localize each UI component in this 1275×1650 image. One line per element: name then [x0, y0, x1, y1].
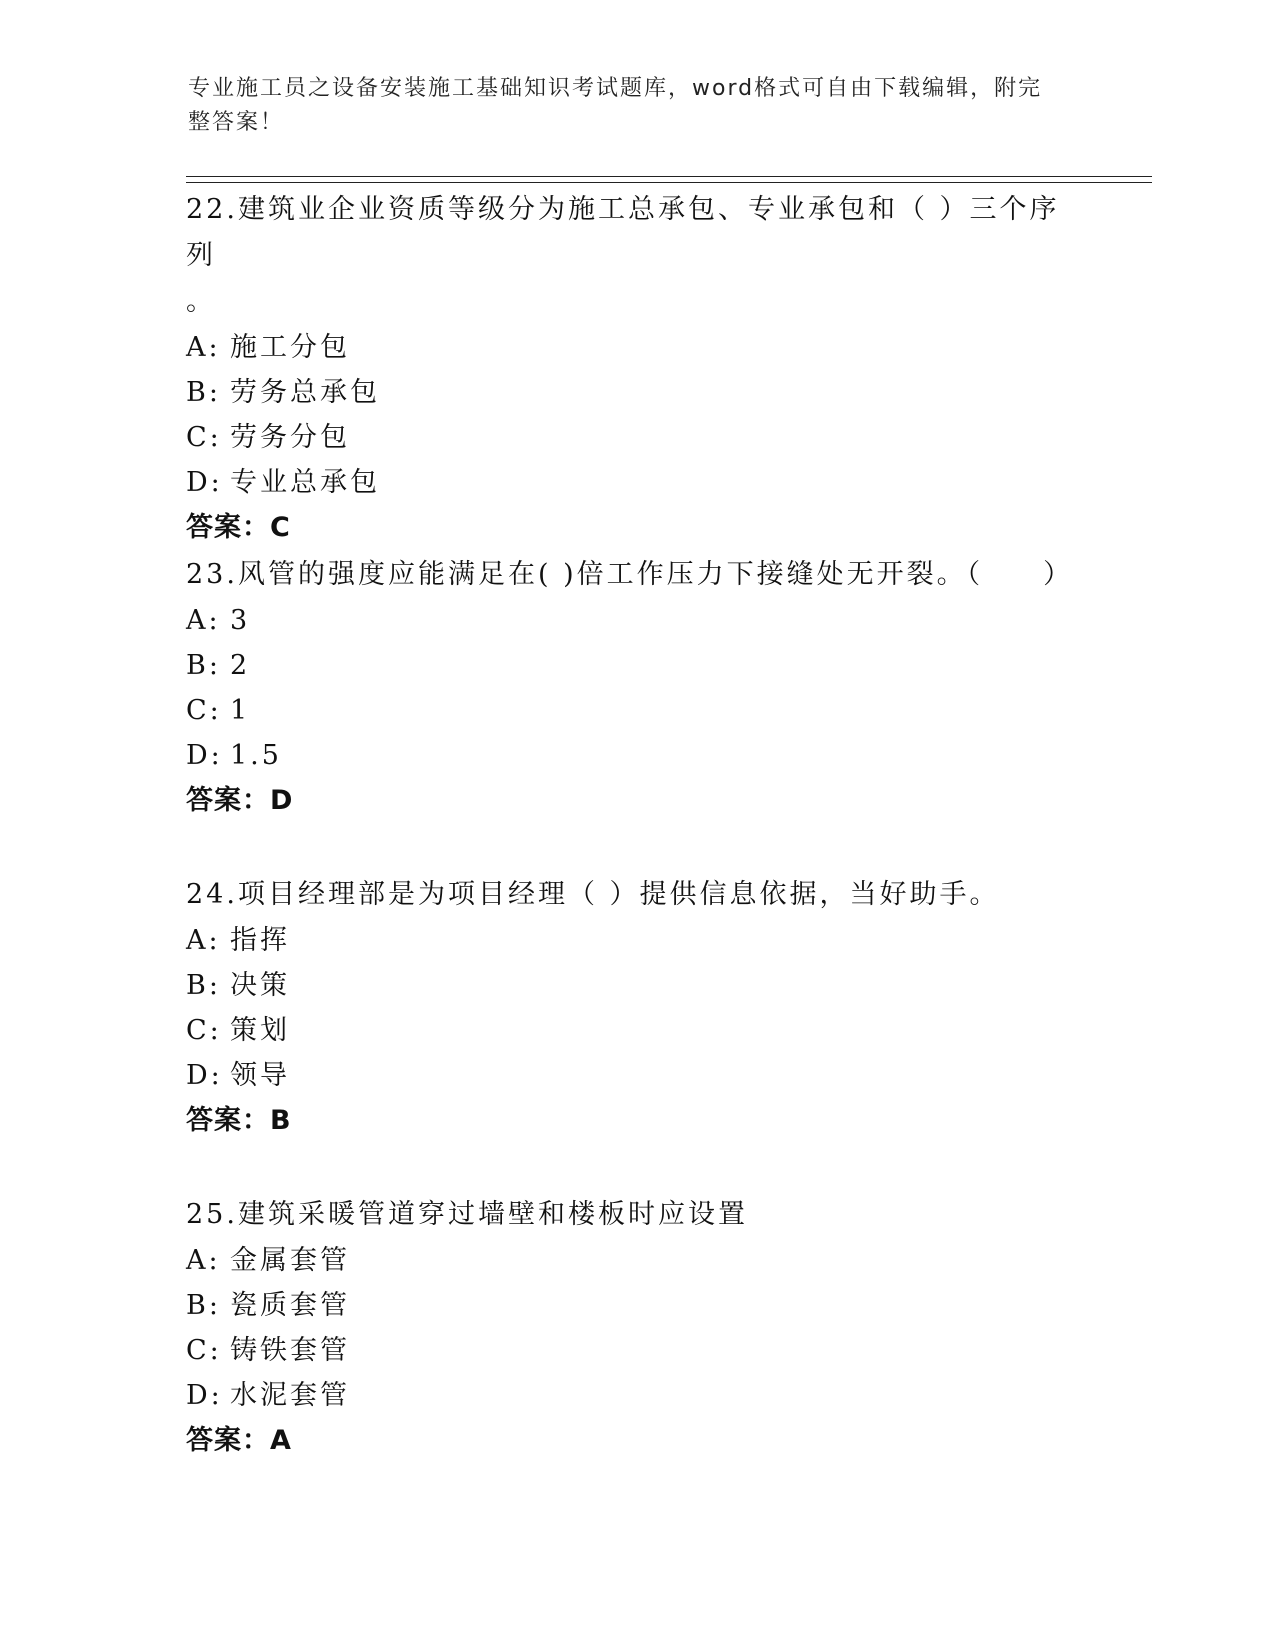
question-number: 25.: [186, 1199, 238, 1230]
document-header: [188, 72, 1068, 140]
option-label: D:: [186, 1060, 223, 1091]
question-22: [186, 187, 1086, 551]
option-text: 施工分包: [230, 332, 350, 363]
answer-value: A: [270, 1425, 292, 1456]
option-label: C:: [186, 695, 222, 726]
question-stem: 建筑业企业资质等级分为施工总承包、专业承包和（ ）三个序列: [186, 194, 1060, 271]
option-d: [186, 1053, 1086, 1098]
option-d: [186, 733, 1086, 778]
option-c: [186, 1008, 1086, 1053]
option-text: 领导: [230, 1060, 290, 1091]
option-d: [186, 1373, 1086, 1418]
option-label: A:: [186, 1245, 221, 1276]
answer-value: D: [270, 785, 294, 816]
option-a: [186, 918, 1086, 963]
option-label: B:: [186, 377, 221, 408]
header-line-2: 整答案！: [188, 110, 285, 135]
question-stem: 项目经理部是为项目经理（ ）提供信息依据，当好助手。: [237, 879, 1000, 910]
option-a: [186, 598, 1086, 643]
option-text: 铸铁套管: [230, 1335, 350, 1366]
question-text: [186, 552, 1086, 598]
option-text: 水泥套管: [230, 1380, 350, 1411]
answer-label: 答案：: [186, 1425, 270, 1456]
option-label: C:: [186, 1335, 222, 1366]
option-a: [186, 325, 1086, 370]
option-label: D:: [186, 467, 223, 498]
question-25: [186, 1192, 1086, 1464]
option-text: 1: [230, 695, 251, 726]
answer: [186, 505, 1086, 551]
answer: [186, 778, 1086, 824]
question-number: 23.: [186, 559, 238, 590]
answer-label: 答案：: [186, 1105, 270, 1136]
option-text: 金属套管: [230, 1245, 350, 1276]
option-label: C:: [186, 1015, 222, 1046]
option-label: B:: [186, 1290, 221, 1321]
question-stem: 建筑采暖管道穿过墙壁和楼板时应设置: [237, 1199, 748, 1230]
question-24: [186, 872, 1086, 1144]
option-label: A:: [186, 332, 221, 363]
answer: [186, 1098, 1086, 1144]
option-text: 瓷质套管: [230, 1290, 350, 1321]
option-label: B:: [186, 650, 221, 681]
question-text: [186, 872, 1086, 918]
question-stem: 风管的强度应能满足在( )倍工作压力下接缝处无开裂。（ ）: [237, 559, 1074, 590]
option-text: 劳务总承包: [230, 377, 380, 408]
option-label: A:: [186, 925, 221, 956]
option-a: [186, 1238, 1086, 1283]
answer: [186, 1418, 1086, 1464]
answer-label: 答案：: [186, 512, 270, 543]
option-label: D:: [186, 1380, 223, 1411]
question-text: [186, 1192, 1086, 1238]
option-text: 专业总承包: [230, 467, 380, 498]
header-divider-top: [186, 176, 1152, 177]
option-c: [186, 688, 1086, 733]
option-b: [186, 370, 1086, 415]
question-23: [186, 552, 1086, 824]
option-c: [186, 1328, 1086, 1373]
answer-value: C: [270, 512, 291, 543]
option-text: 策划: [230, 1015, 290, 1046]
question-number: 24.: [186, 879, 238, 910]
option-b: [186, 963, 1086, 1008]
option-c: [186, 415, 1086, 460]
option-text: 劳务分包: [230, 422, 350, 453]
answer-label: 答案：: [186, 785, 270, 816]
answer-value: B: [270, 1105, 292, 1136]
option-label: B:: [186, 970, 221, 1001]
question-text-continuation: 。: [186, 286, 216, 317]
question-number: 22.: [186, 194, 238, 225]
option-text: 1.5: [230, 740, 282, 771]
option-text: 2: [230, 650, 251, 681]
option-text: 决策: [230, 970, 290, 1001]
option-label: A:: [186, 605, 221, 636]
header-divider-bottom: [186, 182, 1152, 183]
option-text: 3: [230, 605, 251, 636]
option-label: C:: [186, 422, 222, 453]
option-d: [186, 460, 1086, 505]
option-label: D:: [186, 740, 223, 771]
question-text: [186, 187, 1086, 279]
option-b: [186, 1283, 1086, 1328]
option-b: [186, 643, 1086, 688]
option-text: 指挥: [230, 925, 290, 956]
header-line-1: 专业施工员之设备安装施工基础知识考试题库，word格式可自由下载编辑，附完: [188, 76, 1043, 101]
